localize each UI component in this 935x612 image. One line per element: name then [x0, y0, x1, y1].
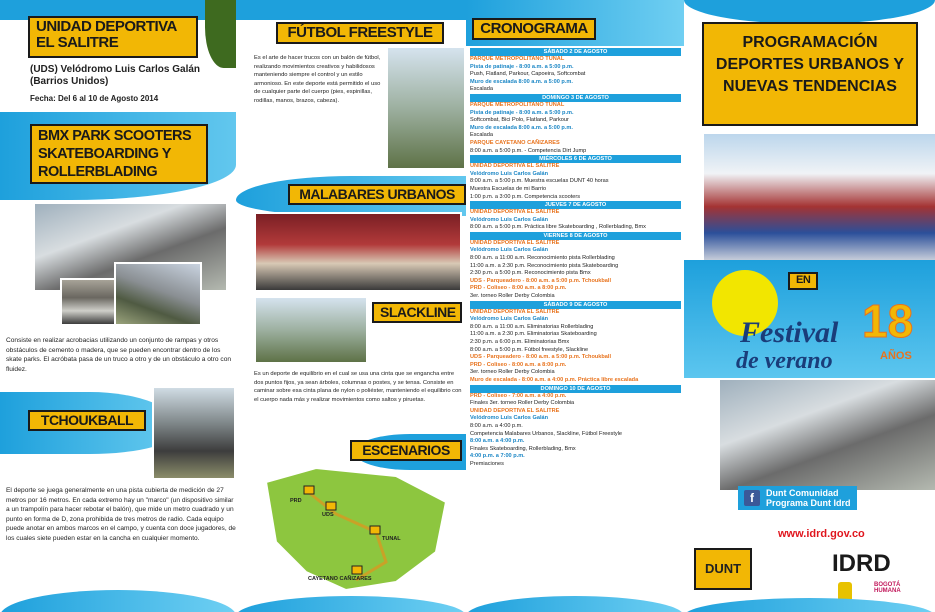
cronograma-line: Competencia Malabares Urbanos, Slackline, Fútbol Freestyle [470, 430, 623, 437]
cronograma-line: Softcombat, Bici Polo, Flatland, Parkour [470, 117, 569, 124]
cronograma-line: UNIDAD DEPORTIVA EL SALITRE [470, 308, 560, 315]
map-label-prd: PRD [290, 498, 302, 504]
cronograma-line: Premiaciones [470, 460, 504, 467]
slackline-text: Es un deporte de equilibrio en el cual se usa una cinta que se engancha entre dos puntos fijos, ya sean árboles, columnas o postes, y se tensa. Consiste en caminar sobre esa cinta plana de nylon o poliéster, manteniendo el equilibrio con el cuerpo nada más y realizar movimientos como saltos y piruetas. [254, 371, 462, 403]
cronograma-line: Muro de escalada - 8:00 a.m. a 4:00 p.m. Práctica libre escalada [470, 376, 639, 383]
cronograma-line: UNIDAD DEPORTIVA EL SALITRE [470, 163, 560, 170]
edition-number: 18 [862, 295, 914, 347]
verano-label: de verano [736, 348, 833, 374]
cronograma-line: PRD - Coliseo - 7:00 a.m. a 4:00 p.m. [470, 392, 567, 399]
cronograma-line: UDS - Parqueadero - 8:00 a.m. a 5:00 p.m. Tchoukball [470, 354, 612, 361]
bmx-title: BMX PARK SCOOTERS SKATEBOARDING Y ROLLERBLADING [30, 124, 208, 184]
bmx-photo-right [114, 262, 202, 326]
cronograma-line: PRD - Coliseo - 8:00 a.m. a 8:00 p.m. [470, 361, 567, 368]
bmx-photo-left [60, 278, 118, 326]
futbol-title: FÚTBOL FREESTYLE [276, 22, 444, 44]
cronograma-line: Escalada [470, 132, 494, 139]
fb-labels [766, 488, 851, 508]
cronograma-line: 8:00 a.m. a 11:00 a.m. Eliminatorias Rollerblading [470, 323, 594, 330]
map-label-tunal: TUNAL [382, 536, 401, 542]
cronograma-line: Push, Flatland, Parkour, Capoeira, Softcombat [470, 71, 586, 78]
bottom-wave [0, 590, 236, 612]
festival-label: Festival [740, 316, 839, 349]
cronograma-line: 2:30 p.m. a 5:00 p.m. Reconocimiento pista Bmx [470, 270, 591, 277]
cronograma-line: 8:00 a.m. a 5:00 p.m. Fútbol freestyle, Slackline [470, 346, 589, 353]
cronograma-day-header: SÁBADO 2 DE AGOSTO [470, 48, 681, 56]
map-label-cayetano: CAYETANO CAÑIZARES [308, 576, 372, 582]
dunt-logo: DUNT [694, 548, 752, 590]
bottom-wave [466, 596, 684, 612]
map-pin-tunal [370, 526, 380, 534]
panel-left [0, 0, 236, 612]
cronograma-day-header: JUEVES 7 DE AGOSTO [470, 201, 681, 209]
tchouk-title: TCHOUKBALL [28, 410, 146, 431]
slackline-title: SLACKLINE [372, 302, 462, 323]
map [246, 462, 462, 596]
date-text: Fecha: Del 6 al 10 de Agosto 2014 [30, 94, 159, 103]
cronograma-line: 11:00 a.m. a 2:30 p.m. Eliminatorias Skateboarding [470, 331, 597, 338]
cronograma-line: Muro de escalada 8:00 a.m. a 5:00 p.m. [470, 78, 573, 85]
futbol-photo [386, 46, 466, 170]
cronograma-line: 3er. torneo Roller Derby Colombia [470, 293, 555, 300]
cronograma-line: Velódromo Luis Carlos Galán [470, 216, 549, 223]
bottom-wave [684, 598, 935, 612]
bmx-text: Consiste en realizar acrobacias utilizando un conjunto de rampas y otros obstáculos de cemento o madera, que se pueden encontrar dentro de los skate parks. El acróbata pasa de un truco a otro y de un obstáculo a otro con fluidez. [6, 337, 232, 373]
cronograma-line: UNIDAD DEPORTIVA EL SALITRE [470, 239, 560, 246]
cronograma-line: PARQUE METROPOLITANO TUNAL [470, 101, 565, 108]
escenarios-title: ESCENARIOS [350, 440, 462, 461]
facebook-icon: f [744, 490, 760, 506]
cronograma-line: PARQUE METROPOLITANO TUNAL [470, 56, 565, 62]
fb-link-2[interactable]: Programa Dunt Idrd [766, 498, 851, 508]
cronograma-line: 4:00 p.m. a 7:00 p.m. [470, 453, 525, 460]
map-pin-uds [326, 502, 336, 510]
fb-link-1[interactable]: Dunt Comunidad [766, 488, 839, 498]
bogota-logo: BOGOTÁ HUMANA [874, 582, 901, 594]
cronograma-day-header: SÁBADO 9 DE AGOSTO [470, 301, 681, 309]
cronograma-line: Pista de patinaje - 8:00 a.m. a 5:00 p.m. [470, 63, 574, 70]
url-link[interactable]: www.idrd.gov.co [778, 528, 865, 540]
cronograma-line: 8:00 a.m. a 5:00 p.m. Práctica libre Skateboarding , Rollerblading, Bmx [470, 224, 646, 231]
cover-title: PROGRAMACIÓN DEPORTES URBANOS Y NUEVAS TENDENCIAS [715, 34, 905, 95]
cronograma-line: PRD - Coliseo - 8:00 a.m. a 8:00 p.m. [470, 285, 567, 292]
cronograma-line: UNIDAD DEPORTIVA EL SALITRE [470, 407, 560, 414]
cronograma-line: UDS - Parqueadero - 8:00 a.m. a 5:00 p.m. Tchoukball [470, 277, 612, 284]
cronograma-title: CRONOGRAMA [472, 18, 596, 40]
cronograma-day-header: DOMINGO 10 DE AGOSTO [470, 385, 681, 393]
cover-photo-bottom [720, 380, 935, 490]
cronograma-line: 8:00 a.m. a 4:00 p.m. [470, 422, 523, 429]
cronograma-line: Velódromo Luis Carlos Galán [470, 247, 549, 254]
edition-unit: AÑOS [880, 350, 912, 362]
cronograma-line: Velódromo Luis Carlos Galán [470, 316, 549, 323]
map-label-uds: UDS [322, 512, 334, 518]
slackline-photo [254, 296, 368, 364]
cronograma-line: Escalada [470, 86, 494, 93]
header-wave [236, 0, 466, 20]
panel-cover [684, 0, 935, 612]
fb-row [738, 486, 857, 510]
malabares-photo [254, 212, 462, 292]
malabares-title: MALABARES URBANOS [288, 184, 466, 205]
cronograma-list [470, 48, 681, 469]
cronograma-line: 3er. torneo Roller Derby Colombia [470, 369, 555, 376]
cronograma-line: Finales Skateboarding, Rollerblading, Bmx [470, 445, 576, 452]
cronograma-line: 8:00 a.m. a 11:00 a.m. Reconocimiento pista Rollerblading [470, 255, 615, 262]
map-pin-prd [304, 486, 314, 494]
cover-photo-top [704, 134, 935, 266]
cronograma-line: Muestra Escuelas de mi Barrio [470, 185, 547, 192]
panel-middle [236, 0, 466, 612]
cronograma-line: Finales 3er. torneo Roller Derby Colombia [470, 400, 575, 407]
futbol-text: Es el arte de hacer trucos con un balón de fútbol, realizando movimientos creativos y habilidosos manteniendo siempre el control y un estilo armonioso. En este deporte está permitido el uso de cualquier parte del cuerpo (pies, espinillas, rodillas, manos, brazos, cabeza). [254, 55, 381, 104]
cronograma-line: Muro de escalada 8:00 a.m. a 5:00 p.m. [470, 124, 573, 131]
tchouk-text: El deporte se juega generalmente en una pista cubierta de medición de 27 metros por 16 metros. En cada extremo hay un "marco" (un dispositivo similar a un trampolín para hacer rebotar el balón), que mide un metro cuadrado y un punto en forma de D, zona prohibida de tres metros de radio. Cada equipo puede anotar en ambos marcos en el campo, y cuenta con doce jugadores, de los cuales siete pueden estar en la cancha en cualquier momento. [6, 487, 236, 542]
cronograma-line: Velódromo Luis Carlos Galán [470, 415, 549, 422]
tchouk-photo [152, 386, 236, 480]
cronograma-day-header: DOMINGO 3 DE AGOSTO [470, 94, 681, 102]
cronograma-day-header: VIERNES 8 DE AGOSTO [470, 232, 681, 240]
en-label: EN [788, 272, 818, 290]
cronograma-line: PARQUE CAYETANO CAÑIZARES [470, 139, 560, 146]
cronograma-line: UNIDAD DEPORTIVA EL SALITRE [470, 209, 560, 216]
header-green-corner [205, 0, 236, 68]
idrd-logo: IDRD [832, 550, 891, 577]
cover-top-wave [684, 0, 935, 24]
cronograma-line: 8:00 a.m. a 4:00 p.m. [470, 438, 525, 445]
cronograma-line: 1:00 p.m. a 3:00 p.m. Competencia scooters [470, 193, 581, 200]
cronograma-line: 8:00 a.m. a 5:00 p.m. Muestra escuelas DUNT 40 horas [470, 178, 609, 185]
cronograma-line: 11:00 a.m. a 2:30 p.m. Reconocimiento pista Skateboarding [470, 262, 619, 269]
bottom-wave [236, 596, 466, 612]
cronograma-line: 2:30 p.m. a 6:00 p.m. Eliminatorias Bmx [470, 339, 570, 345]
cronograma-line: Velódromo Luis Carlos Galán [470, 170, 549, 177]
map-pin-cayetano [352, 566, 362, 574]
cronograma-line: 8:00 a.m. a 5:00 p.m. - Competencia Dirt Jump [470, 147, 587, 154]
uds-title: UNIDAD DEPORTIVA EL SALITRE [28, 16, 198, 58]
cronograma-line: Pista de patinaje - 8:00 a.m. a 5:00 p.m. [470, 109, 574, 116]
venue-text: (UDS) Velódromo Luis Carlos Galán (Barrios Unidos) [30, 64, 201, 87]
cronograma-day-header: MIÉRCOLES 6 DE AGOSTO [470, 155, 681, 163]
